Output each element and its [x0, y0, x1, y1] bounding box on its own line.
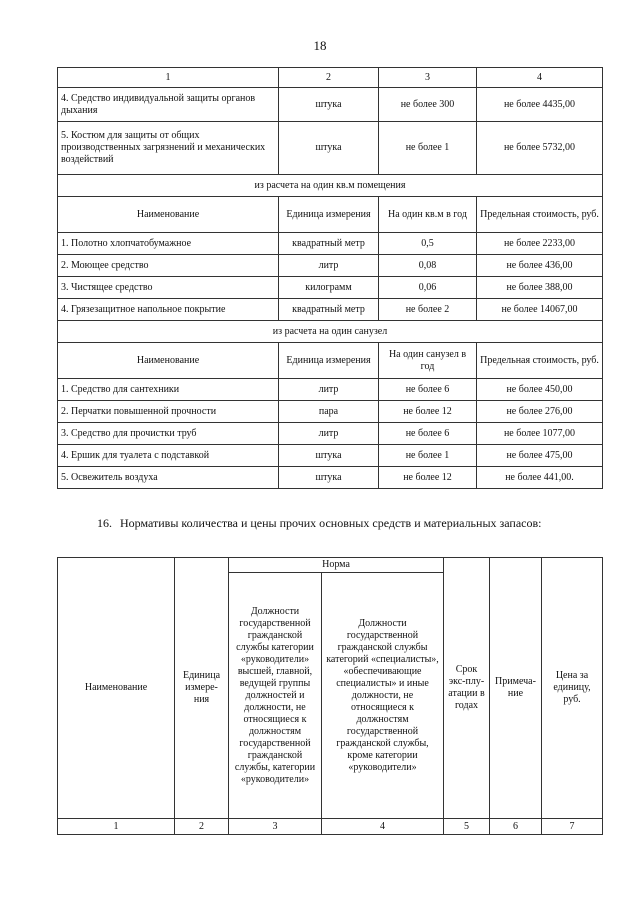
- table-row: [58, 277, 603, 299]
- table-row: [58, 88, 603, 122]
- header-norm-managers: Должности государственной гражданской службы категории «руководители» высшей, главной, ведущей группы должностей и должности, не относящиеся к должностям государственной гражданской службы, категории «руководители»: [229, 573, 322, 819]
- item-price: не более 4435,00: [477, 88, 603, 122]
- item-unit: литр: [279, 255, 379, 277]
- item-name: 5. Костюм для защиты от общих производственных загрязнений и механических воздействий: [58, 122, 279, 175]
- item-qty: не более 12: [379, 467, 477, 489]
- item-unit: штука: [279, 467, 379, 489]
- item-unit: штука: [279, 88, 379, 122]
- table-row: [58, 401, 603, 423]
- item-price: не более 1077,00: [477, 423, 603, 445]
- col-number: 1: [58, 68, 279, 88]
- item-price: не более 450,00: [477, 379, 603, 401]
- table-row: [58, 299, 603, 321]
- table-row: [58, 255, 603, 277]
- page-number: 18: [313, 38, 327, 53]
- header-unit: Единица измере-ния: [175, 558, 229, 819]
- header-unit: Единица измерения: [279, 343, 379, 379]
- header-name: Наименование: [58, 197, 279, 233]
- header-row: [58, 343, 603, 379]
- item-name: 4. Ершик для туалета с подставкой: [58, 445, 279, 467]
- item-price: не более 475,00: [477, 445, 603, 467]
- item-qty: не более 6: [379, 379, 477, 401]
- item-name: 2. Перчатки повышенной прочности: [58, 401, 279, 423]
- item-qty: 0,06: [379, 277, 477, 299]
- item-name: 1. Средство для сантехники: [58, 379, 279, 401]
- item-price: не более 14067,00: [477, 299, 603, 321]
- section-16-paragraph: [57, 515, 605, 531]
- header-row: [58, 197, 603, 233]
- header-unit: Единица измерения: [279, 197, 379, 233]
- item-unit: литр: [279, 379, 379, 401]
- paragraph-number: 16.: [97, 516, 112, 530]
- item-name: 3. Чистящее средство: [58, 277, 279, 299]
- header-price: Цена за единицу, руб.: [542, 558, 603, 819]
- section-title: из расчета на один санузел: [58, 321, 603, 343]
- header-term: Срок экс-плу-атации в годах: [444, 558, 490, 819]
- item-name: 3. Средство для прочистки труб: [58, 423, 279, 445]
- item-qty: не более 1: [379, 445, 477, 467]
- header-price: Предельная стоимость, руб.: [477, 343, 603, 379]
- col-number: 5: [444, 819, 490, 835]
- item-price: не более 388,00: [477, 277, 603, 299]
- item-qty: 0,5: [379, 233, 477, 255]
- item-qty: не более 6: [379, 423, 477, 445]
- supplies-norms-table: [57, 67, 603, 489]
- header-qty: На один кв.м в год: [379, 197, 477, 233]
- col-number: 1: [58, 819, 175, 835]
- table-row: [58, 467, 603, 489]
- item-price: не более 2233,00: [477, 233, 603, 255]
- item-name: 1. Полотно хлопчатобумажное: [58, 233, 279, 255]
- header-price: Предельная стоимость, руб.: [477, 197, 603, 233]
- item-unit: квадратный метр: [279, 233, 379, 255]
- header-name: Наименование: [58, 343, 279, 379]
- paragraph-text: Нормативы количества и цены прочих основных средств и материальных запасов:: [120, 516, 542, 530]
- item-price: не более 5732,00: [477, 122, 603, 175]
- col-number: 3: [379, 68, 477, 88]
- item-unit: квадратный метр: [279, 299, 379, 321]
- header-norm-specialists: Должности государственной гражданской службы категорий «специалисты», «обеспечивающие специалисты» и иные должности, не относящиеся к должностям государственной гражданской службы, кроме категории «руководители»: [322, 573, 444, 819]
- item-unit: штука: [279, 445, 379, 467]
- section-row: [58, 321, 603, 343]
- item-qty: не более 2: [379, 299, 477, 321]
- item-qty: не более 12: [379, 401, 477, 423]
- col-number: 7: [542, 819, 603, 835]
- col-number: 4: [322, 819, 444, 835]
- item-price: не более 441,00.: [477, 467, 603, 489]
- item-qty: не более 300: [379, 88, 477, 122]
- item-qty: 0,08: [379, 255, 477, 277]
- table-row: [58, 233, 603, 255]
- header-name: Наименование: [58, 558, 175, 819]
- item-price: не более 436,00: [477, 255, 603, 277]
- item-name: 4. Грязезащитное напольное покрытие: [58, 299, 279, 321]
- header-note: Примеча-ние: [490, 558, 542, 819]
- column-number-row: [58, 68, 603, 88]
- section-row: [58, 175, 603, 197]
- column-number-row: [58, 819, 603, 835]
- item-name: 2. Моющее средство: [58, 255, 279, 277]
- col-number: 3: [229, 819, 322, 835]
- other-assets-norms-table: [57, 557, 603, 835]
- header-qty: На один санузел в год: [379, 343, 477, 379]
- table-row: [58, 445, 603, 467]
- item-unit: штука: [279, 122, 379, 175]
- section-title: из расчета на один кв.м помещения: [58, 175, 603, 197]
- table-row: [58, 122, 603, 175]
- header-norm: Норма: [229, 558, 444, 573]
- table-row: [58, 423, 603, 445]
- table-row: [58, 379, 603, 401]
- col-number: 4: [477, 68, 603, 88]
- col-number: 2: [175, 819, 229, 835]
- item-name: 5. Освежитель воздуха: [58, 467, 279, 489]
- item-unit: пара: [279, 401, 379, 423]
- item-qty: не более 1: [379, 122, 477, 175]
- item-name: 4. Средство индивидуальной защиты органов дыхания: [58, 88, 279, 122]
- item-unit: литр: [279, 423, 379, 445]
- col-number: 2: [279, 68, 379, 88]
- item-price: не более 276,00: [477, 401, 603, 423]
- item-unit: килограмм: [279, 277, 379, 299]
- col-number: 6: [490, 819, 542, 835]
